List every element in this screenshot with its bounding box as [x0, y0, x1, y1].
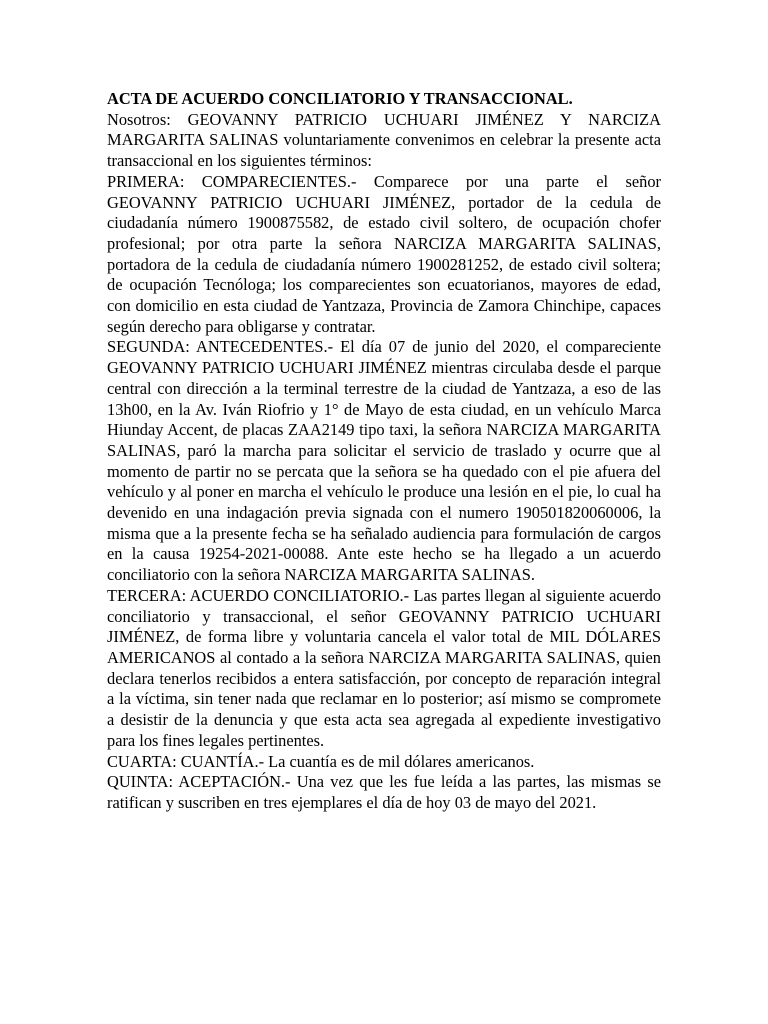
clause-text: El día 07 de junio del 2020, el compareciente GEOVANNY PATRICIO UCHUARI JIMÉNEZ mientras circulaba desde el parque central con dirección a la terminal terrestre de la ciudad de Yantzaza, a eso de las 13h00, en la Av. Iván Riofrio y 1° de Mayo de esta ciudad, en un vehículo Marca Hiunday Accent, de placas ZAA2149 tipo taxi, la señora NARCIZA MARGARITA SALINAS, paró la marcha para solicitar el servicio de traslado y ocurre que al momento de partir no se percata que la señora se ha quedado con el pie afuera del vehículo y al poner en marcha el vehículo le produce una lesión en el pie, lo cual ha devenido en una indagación previa signada con el numero 190501820060006, la misma que a la presente fecha se ha señalado audiencia para formulación de cargos en la causa 19254-2021-00088. Ante este hecho se ha llegado a un acuerdo conciliatorio con la señora NARCIZA MARGARITA SALINAS.: [107, 337, 661, 585]
clause-text: Las partes llegan al siguiente acuerdo conciliatorio y transaccional, el señor GEOVANNY PATRICIO UCHUARI JIMÉNEZ, de forma libre y voluntaria cancela el valor total de MIL DÓLARES AMERICANOS al contado a la señora NARCIZA MARGARITA SALINAS, quien declara tenerlos recibidos a entera satisfacción, por concepto de reparación integral a la víctima, sin tener nada que reclamar en lo posterior; así mismo se compromete a desistir de la denuncia y que esta acta sea agregada al expediente investigativo para los fines legales pertinentes.: [107, 585, 661, 750]
intro-paragraph: Nosotros: GEOVANNY PATRICIO UCHUARI JIMÉNEZ Y NARCIZA MARGARITA SALINAS voluntariamente convenimos en celebrar la presente acta transaccional en los siguientes términos:: [107, 109, 661, 171]
clause-primera: [107, 172, 661, 338]
document-page: [107, 89, 661, 814]
clause-text: Comparece por una parte el señor GEOVANNY PATRICIO UCHUARI JIMÉNEZ, portador de la cedula de ciudadanía número 1900875582, de estado civil soltero, de ocupación chofer profesional; por otra parte la señora NARCIZA MARGARITA SALINAS, portadora de la cedula de ciudadanía número 1900281252, de estado civil soltera; de ocupación Tecnóloga; los comparecientes son ecuatorianos, mayores de edad, con domicilio en esta ciudad de Yantzaza, Provincia de Zamora Chinchipe, capaces según derecho para obligarse y contratar.: [107, 171, 661, 336]
clause-tercera: [107, 586, 661, 752]
clause-text: Una vez que les fue leída a las partes, las mismas se ratifican y suscriben en tres ejemplares el día de hoy 03 de mayo del 2021.: [107, 772, 661, 812]
clause-text: La cuantía es de mil dólares americanos.: [264, 751, 535, 771]
clause-quinta: [107, 772, 661, 813]
document-title: ACTA DE ACUERDO CONCILIATORIO Y TRANSACCIONAL.: [107, 89, 573, 108]
clause-heading: PRIMERA: COMPARECIENTES.-: [107, 171, 357, 191]
clause-heading: SEGUNDA: ANTECEDENTES.-: [107, 337, 334, 357]
clause-cuarta: [107, 752, 661, 773]
clause-heading: TERCERA: ACUERDO CONCILIATORIO.-: [107, 585, 410, 605]
clause-heading: CUARTA: CUANTÍA.-: [107, 751, 265, 771]
clause-heading: QUINTA: ACEPTACIÓN.-: [107, 772, 291, 792]
clause-segunda: [107, 337, 661, 585]
